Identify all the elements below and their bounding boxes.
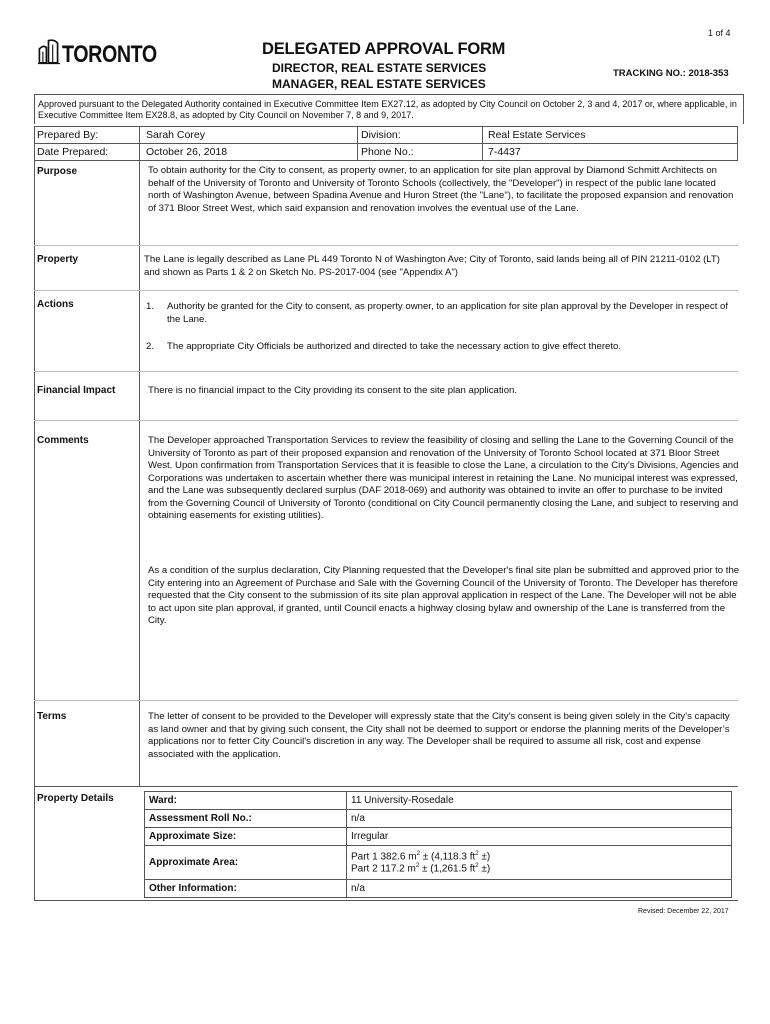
divider (34, 786, 738, 787)
prepared-by-label: Prepared By: (37, 129, 99, 141)
division-value: Real Estate Services (488, 129, 586, 141)
divider (139, 126, 140, 160)
divider (34, 420, 738, 421)
approval-note: Approved pursuant to the Delegated Authority contained in Executive Committee Item EX27.12, as adopted by City Council on October 2, 3 and 4, 2017 or, where applicable, in Executive Committee Item EX28.8, as adopted by City Council on November 7, 8 and 9, 2017. (38, 99, 737, 120)
form-title: DELEGATED APPROVAL FORM (262, 40, 506, 58)
property-details-table (144, 791, 732, 898)
action-number: 2. (146, 341, 155, 352)
divider (34, 94, 35, 124)
subtitle-manager: MANAGER, REAL ESTATE SERVICES (272, 77, 486, 91)
divider (737, 126, 738, 160)
comments-paragraph-1: The Developer approached Transportation Services to review the feasibility of closing and selling the Lane to the Governing Council of the University of Toronto as part of their proposed expansion and renovation of the University of Toronto School located at 371 Bloor Street West. Upon confirmation from Transportation Services that it is feasible to close the Lane, a circulation to the City’s Divisions, Agencies and Corporations was undertaken to ascertain whether there was municipal interest in retaining the Lane. No municipal interest was expressed, and the Lane was subsequently declared surplus (DAF 2018-069) and authority was obtained to invite an offer to purchase to be invited from the Governing Council of University of Toronto (conditional on City Council permanently closing the Lane, and subject to reserving and obtaining easements for existing utilities). (148, 435, 739, 521)
other-information-value: n/a (347, 880, 732, 898)
property-details-label: Property Details (37, 793, 114, 804)
ward-value: 11 University-Rosedale (347, 792, 732, 810)
divider (34, 126, 35, 900)
city-hall-icon (38, 32, 60, 70)
date-prepared-label: Date Prepared: (37, 146, 109, 158)
area-part-2: Part 2 117.2 $m^2 \pm (1,261.5$ $ft^2$ ±) (351, 862, 491, 874)
prepared-by-value: Sarah Corey (146, 129, 205, 141)
action-item-1: Authority be granted for the City to consent, as property owner, to an application for site plan approval by the Developer in respect of the Lane. (167, 301, 729, 325)
approximate-area-value (347, 846, 732, 880)
financial-impact-label: Financial Impact (37, 385, 116, 396)
purpose-text: To obtain authority for the City to consent, as property owner, to an application for site plan approval by Diamond Schmitt Architects on behalf of the University of Toronto and University of Toronto Schools (collectively, the "Developer") in respect of the public lane located north of Washington Avenue, between Spadina Avenue and Huron Street (the "Lane"), to facilitate the proposed expansion and renovation of 371 Bloor Street West, which said expansion and renovation involves the eventual use of the Lane. (148, 165, 734, 214)
terms-text: The letter of consent to be provided to the Developer will expressly state that the City's consent is being given solely in the City's capacity as land owner and that by giving such consent, the City shall not be deemed to support or endorse the planning merits of the Developer’s applications nor to fetter City Council's discretion in any way. The Developer shall be required to assume all risk, cost and expense associated with the application. (148, 711, 730, 760)
divider (743, 94, 744, 124)
property-text: The Lane is legally described as Lane PL 449 Toronto N of Washington Ave; City of Toronto, said lands being all of PIN 21211-0102 (LT) and shown as Parts 1 & 2 on Sketch No. PS-2017-004 (see "Appendix A") (144, 254, 720, 278)
divider (357, 126, 358, 160)
approximate-size-label: Approximate Size: (145, 828, 347, 846)
logo-wordmark: TORONTO (62, 41, 158, 68)
table-row (145, 880, 732, 898)
ward-label: Ward: (145, 792, 347, 810)
action-item-2: The appropriate City Officials be authorized and directed to take the necessary action to give effect thereto. (167, 341, 622, 352)
comments-label: Comments (37, 435, 89, 446)
table-row (145, 846, 732, 880)
date-prepared-value: October 26, 2018 (146, 146, 228, 158)
approximate-area-label: Approximate Area: (145, 846, 347, 880)
comments-paragraph-2: As a condition of the surplus declaration, City Planning requested that the Developer's final site plan be submitted and approved prior to the City entering into an Agreement of Purchase and Sale with the Governing Council of the University of Toronto. The Developer has therefore requested that the City consent to the submission of its site plan approval application in respect of the Lane. The Developer will not be able to act upon site plan approval, if granted, until Council enacts a highway closing bylaw and ownership of the Lane is transferred from the City. (148, 565, 740, 626)
city-of-toronto-logo (38, 26, 178, 70)
revised-date: Revised: December 22, 2017 (638, 908, 729, 915)
action-number: 1. (146, 301, 155, 312)
financial-impact-text: There is no financial impact to the City providing its consent to the site plan application. (148, 385, 518, 396)
assessment-roll-label: Assessment Roll No.: (145, 810, 347, 828)
terms-label: Terms (37, 711, 67, 722)
table-row (145, 810, 732, 828)
assessment-roll-value: n/a (347, 810, 732, 828)
actions-label: Actions (37, 299, 74, 310)
divider (139, 160, 140, 786)
divider (34, 290, 738, 291)
approximate-size-value: Irregular (347, 828, 732, 846)
divider (34, 245, 738, 246)
purpose-label: Purpose (37, 166, 78, 177)
tracking-number: TRACKING NO.: 2018-353 (613, 68, 729, 79)
divider (34, 700, 738, 701)
table-row (145, 792, 732, 810)
phone-value: 7-4437 (488, 146, 521, 158)
area-part-1: Part 1 382.6 $m^2 \pm (4,118.3$ $ft^2$ ±) (351, 851, 491, 863)
division-label: Division: (361, 129, 401, 141)
divider (482, 126, 483, 160)
table-row (145, 828, 732, 846)
divider (34, 900, 738, 901)
other-information-label: Other Information: (145, 880, 347, 898)
divider (34, 371, 738, 372)
phone-label: Phone No.: (361, 146, 414, 158)
page-indicator: 1 of 4 (708, 28, 731, 38)
property-label: Property (37, 254, 79, 265)
subtitle-director: DIRECTOR, REAL ESTATE SERVICES (272, 61, 487, 75)
divider (34, 94, 744, 95)
